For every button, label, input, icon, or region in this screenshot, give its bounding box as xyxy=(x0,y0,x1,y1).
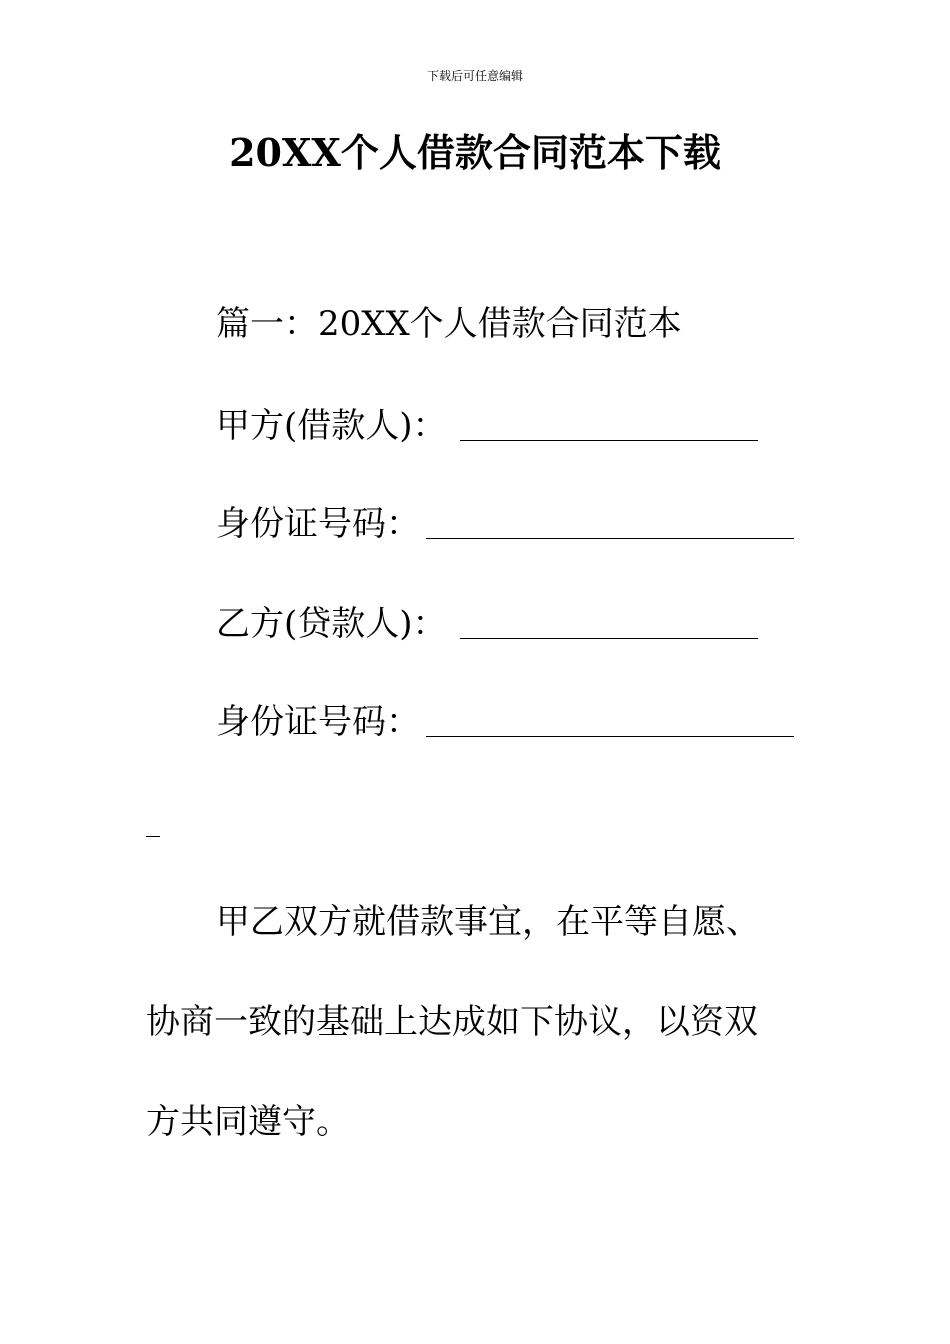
section-heading: 篇一：20XX个人借款合同范本 xyxy=(216,304,682,344)
paragraph-line-2: 协商一致的基础上达成如下协议，以资双 xyxy=(146,1002,758,1042)
header-note: 下载后可任意编辑 xyxy=(426,69,523,83)
borrower-id-blank-line[interactable] xyxy=(426,538,794,539)
field-label-borrower: 甲方(借款人)： xyxy=(216,406,447,446)
document-title: 20XX个人借款合同范本下载 xyxy=(229,130,721,175)
wrapped-underline-fragment xyxy=(146,836,160,837)
paragraph-line-1: 甲乙双方就借款事宜，在平等自愿、 xyxy=(216,902,760,942)
lender-id-blank-line[interactable] xyxy=(426,736,794,737)
lender-blank-line[interactable] xyxy=(460,638,758,639)
field-label-borrower-id: 身份证号码： xyxy=(216,504,420,544)
field-label-lender-id: 身份证号码： xyxy=(216,702,420,742)
borrower-blank-line[interactable] xyxy=(460,440,758,441)
field-label-lender: 乙方(贷款人)： xyxy=(216,604,447,644)
paragraph-line-3: 方共同遵守。 xyxy=(146,1102,350,1142)
